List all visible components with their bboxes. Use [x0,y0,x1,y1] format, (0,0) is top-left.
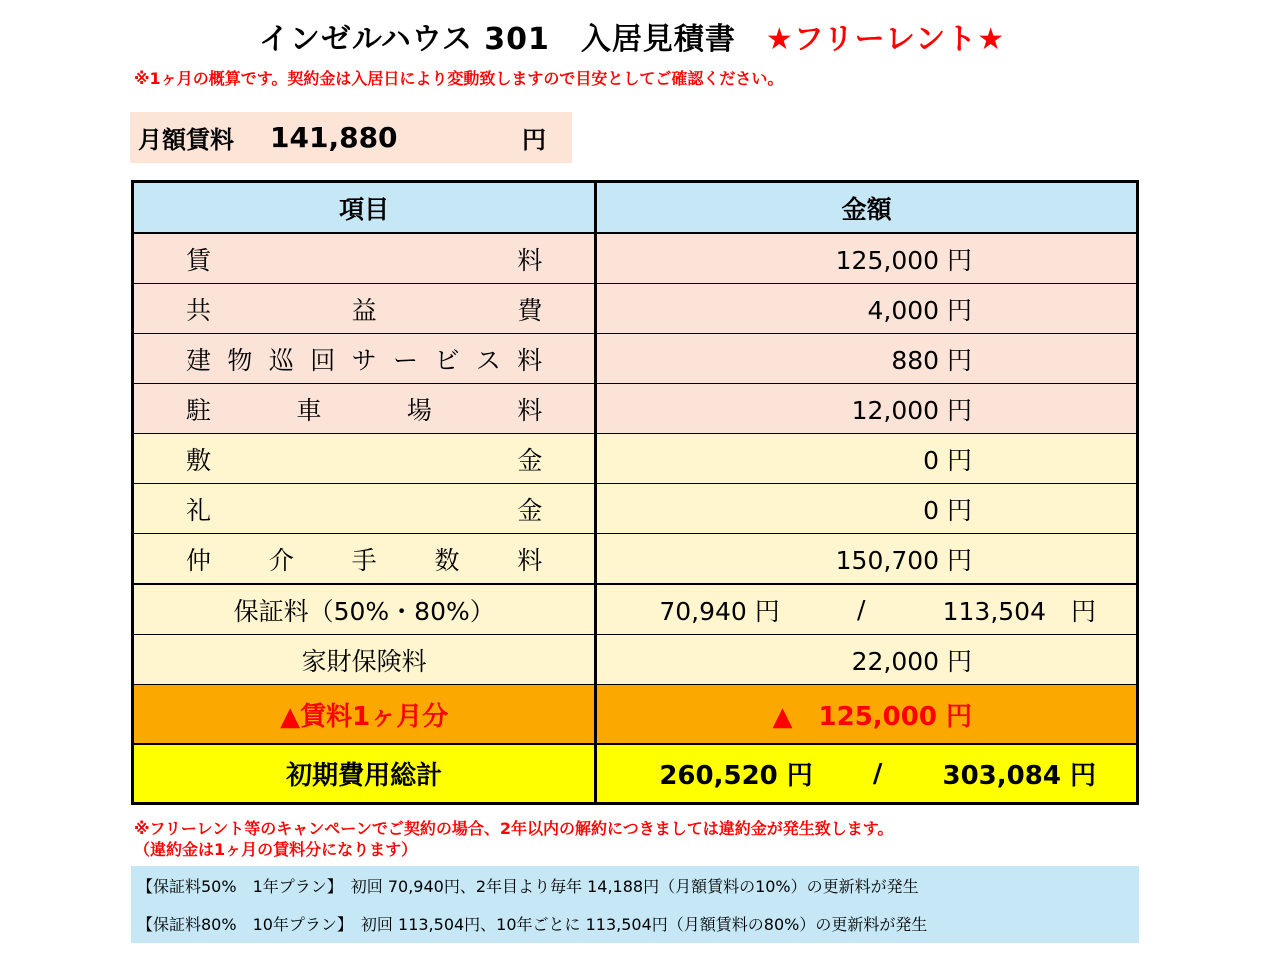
campaign-tag: ★フリーレント★ [765,22,1006,57]
table-row [133,534,1138,585]
guarantee-row [133,584,1138,635]
table-row [133,233,1138,284]
row-amount: 125,000 円 [596,233,1138,284]
row-label: 礼 金 [186,495,543,525]
estimate-table [131,180,1139,805]
plan-10yr: 【保証料80% 10年プラン】 初回 113,504円、10年ごとに 113,504円（月額賃料の80%）の更新料が発生 [137,915,928,934]
discount-row [133,685,1138,745]
monthly-rent-label: 月額賃料 [138,126,234,154]
guarantee-label: 保証料（50%・80%） [133,584,596,635]
row-amount: 150,700 円 [596,534,1138,585]
total-row [133,744,1138,804]
header-amount: 金額 [596,182,1138,234]
table-row [133,484,1138,534]
discount-amount: ▲ 125,000 円 [596,685,1138,745]
total-slash: / [872,758,883,789]
row-amount: 880 円 [596,334,1138,384]
insurance-row [133,635,1138,685]
monthly-rent-box [130,112,572,163]
penalty-note-line2: （違約金は1ヶ月の賃料分になります） [134,840,418,859]
discount-label: ▲賃料1ヶ月分 [133,685,596,745]
header-item: 項目 [133,182,596,234]
guarantee-slash: / [856,595,866,624]
guarantee-plans-box [131,866,1139,943]
guarantee-amount-80: 113,504 円 [942,596,1096,626]
table-row [133,334,1138,384]
document-title [0,14,1264,58]
plan-1yr: 【保証料50% 1年プラン】 初回 70,940円、2年目より毎年 14,188円（月額賃料の10%）の更新料が発生 [137,877,919,896]
penalty-note-line1: ※フリーレント等のキャンペーンでご契約の場合、2年以内の解約につきましては違約金が発生致します。 [134,819,894,838]
row-amount: 12,000 円 [596,384,1138,434]
table-row [133,384,1138,434]
row-label: 共 益 費 [186,295,543,325]
table-header-row [133,182,1138,234]
total-amount-50: 260,520 円 [659,761,813,791]
row-label: 賃 料 [186,245,543,275]
insurance-amount: 22,000 円 [596,635,1138,685]
total-label: 初期費用総計 [133,744,596,804]
row-label: 建 物 巡 回 サ ー ビ ス 料 [186,345,543,375]
row-label: 仲 介 手 数 料 [186,545,543,575]
row-amount: 4,000 円 [596,284,1138,334]
row-label: 駐 車 場 料 [186,395,543,425]
top-note: ※1ヶ月の概算です。契約金は入居日により変動致しますので目安としてご確認ください。 [134,69,784,88]
table-row [133,284,1138,334]
total-amount-80: 303,084 円 [942,761,1096,791]
table-row [133,434,1138,484]
guarantee-amount-50: 70,940 円 [659,596,780,626]
title-text: インゼルハウス 301 入居見積書 [258,22,736,57]
insurance-label: 家財保険料 [133,635,596,685]
monthly-rent-unit: 円 [522,126,546,154]
row-amount: 0 円 [596,434,1138,484]
row-label: 敷 金 [186,445,543,475]
monthly-rent-value: 141,880 [270,121,398,154]
penalty-note [134,818,893,860]
row-amount: 0 円 [596,484,1138,534]
